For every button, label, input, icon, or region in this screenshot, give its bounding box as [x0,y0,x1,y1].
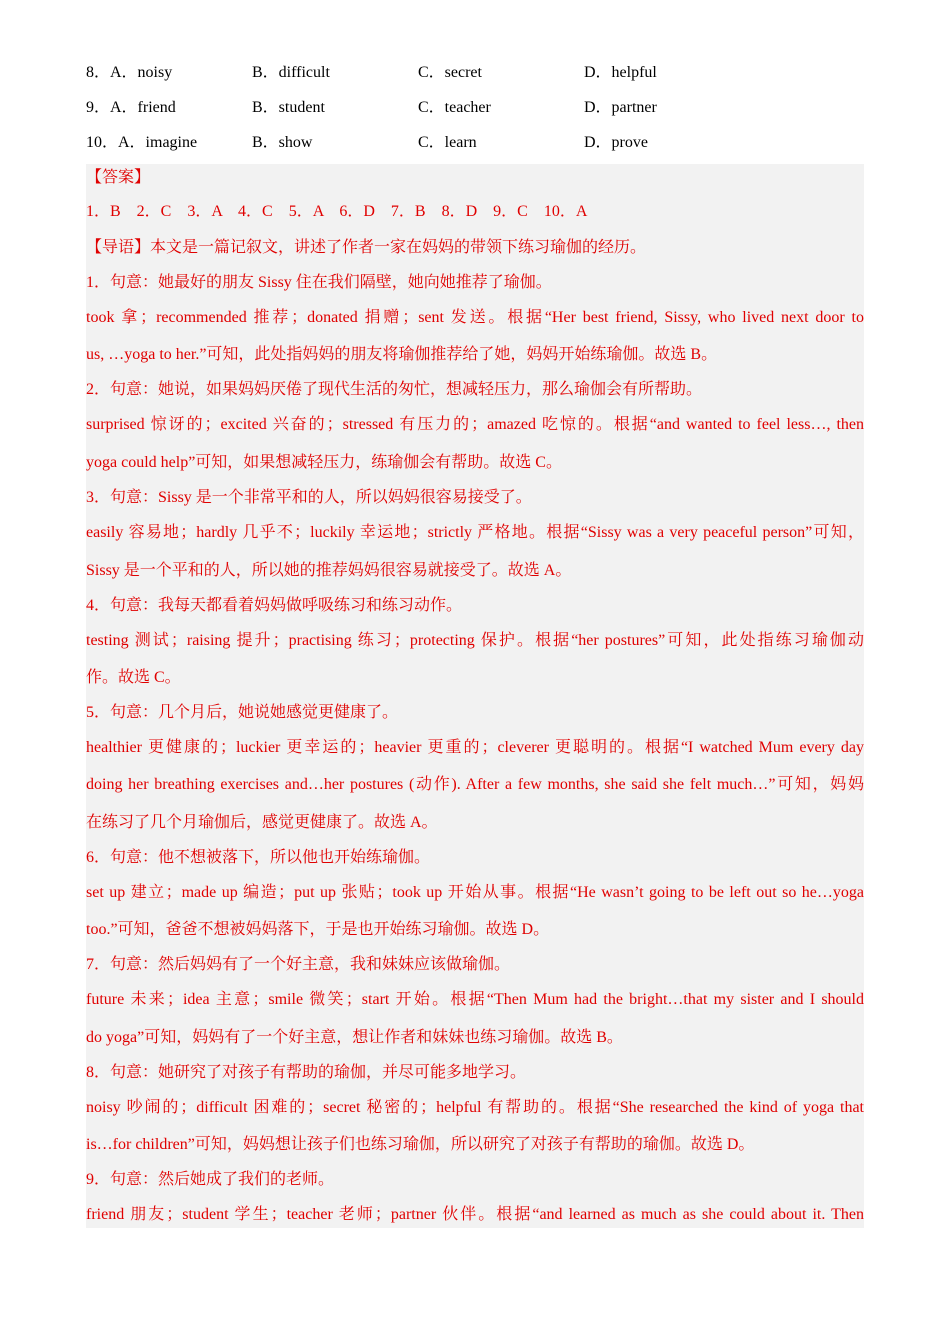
option-row-9 [86,96,866,120]
explanation-line: future 未来；idea 主意；smile 微笑；start 开始。根据“Then Mum had the bright…that my sister and I should [86,991,864,1008]
explanation-line: 9．句意：然后她成了我们的老师。 [86,1171,335,1188]
explanation-line: yoga could help”可知，如果想减轻压力，练瑜伽会有帮助。故选 C。 [86,454,562,471]
explanation-line: 在练习了几个月瑜伽后，感觉更健康了。故选 A。 [86,814,438,831]
option-a: 9．A．friend [86,99,176,116]
explanation-line: Sissy 是一个平和的人，所以她的推荐妈妈很容易就接受了。故选 A。 [86,562,572,579]
option-c: C．secret [418,64,482,81]
explanation-line: do yoga”可知，妈妈有了一个好主意，想让作者和妹妹也练习瑜伽。故选 B。 [86,1029,623,1046]
answer-key: 1．B 2．C 3．A 4．C 5．A 6．D 7．B 8．D 9．C 10．A [86,203,588,220]
explanation-line: 7．句意：然后妈妈有了一个好主意，我和妹妹应该做瑜伽。 [86,956,511,973]
answer-header: 【答案】 [86,169,151,186]
explanation-line: doing her breathing exercises and…her postures (动作). After a few months, she said she felt much…”可知，妈妈 [86,776,864,793]
explanation-line: 6．句意：他不想被落下，所以他也开始练瑜伽。 [86,849,431,866]
option-c: C．teacher [418,99,491,116]
option-b: B．difficult [252,64,330,81]
explanation-line: healthier 更健康的；luckier 更幸运的；heavier 更重的；cleverer 更聪明的。根据“I watched Mum every day [86,739,864,756]
option-b: B．student [252,99,325,116]
explanation-line: too.”可知，爸爸不想被妈妈落下，于是也开始练习瑜伽。故选 D。 [86,921,550,938]
explanation-line: testing 测试；raising 提升；practising 练习；protecting 保护。根据“her postures”可知，此处指练习瑜伽动 [86,632,864,649]
option-row-8 [86,61,866,85]
option-d: D．partner [584,99,657,116]
explanation-line: friend 朋友；student 学生；teacher 老师；partner 伙伴。根据“and learned as much as she could about it. Then [86,1206,864,1223]
explanation-line: 2．句意：她说，如果妈妈厌倦了现代生活的匆忙，想减轻压力，那么瑜伽会有所帮助。 [86,381,703,398]
explanation-line: 8．句意：她研究了对孩子有帮助的瑜伽，并尽可能多地学习。 [86,1064,527,1081]
explanation-line: noisy 吵闹的；difficult 困难的；secret 秘密的；helpful 有帮助的。根据“She researched the kind of yoga that [86,1099,864,1116]
explanation-line: 3．句意：Sissy 是一个非常平和的人，所以妈妈很容易接受了。 [86,489,532,506]
explanation-line: took 拿；recommended 推荐；donated 捐赠；sent 发送。根据“Her best friend, Sissy, who lived next door to [86,309,864,326]
option-d: D．helpful [584,64,657,81]
explanation-line: set up 建立；made up 编造；put up 张贴；took up 开始从事。根据“He wasn’t going to be left out so he…yoga [86,884,864,901]
explanation-line: 作。故选 C。 [86,669,181,686]
option-row-10 [86,131,866,155]
option-a: 8．A．noisy [86,64,173,81]
explanation-line: 5．句意：几个月后，她说她感觉更健康了。 [86,704,399,721]
option-c: C．learn [418,134,477,151]
guide-text: 【导语】本文是一篇记叙文，讲述了作者一家在妈妈的带领下练习瑜伽的经历。 [86,239,647,256]
explanation-line: us, …yoga to her.”可知，此处指妈妈的朋友将瑜伽推荐给了她，妈妈开始练瑜伽。故选 B。 [86,346,718,363]
explanation-line: easily 容易地；hardly 几乎不；luckily 幸运地；strictly 严格地。根据“Sissy was a very peaceful person”可知， [86,524,864,541]
explanation-line: 4．句意：我每天都看着妈妈做呼吸练习和练习动作。 [86,597,463,614]
explanation-line: is…for children”可知，妈妈想让孩子们也练习瑜伽，所以研究了对孩子有帮助的瑜伽。故选 D。 [86,1136,755,1153]
explanation-line: surprised 惊讶的；excited 兴奋的；stressed 有压力的；amazed 吃惊的。根据“and wanted to feel less…, then [86,416,864,433]
option-d: D．prove [584,134,648,151]
explanation-line: 1．句意：她最好的朋友 Sissy 住在我们隔壁，她向她推荐了瑜伽。 [86,274,552,291]
option-a: 10．A．imagine [86,134,198,151]
option-b: B．show [252,134,313,151]
